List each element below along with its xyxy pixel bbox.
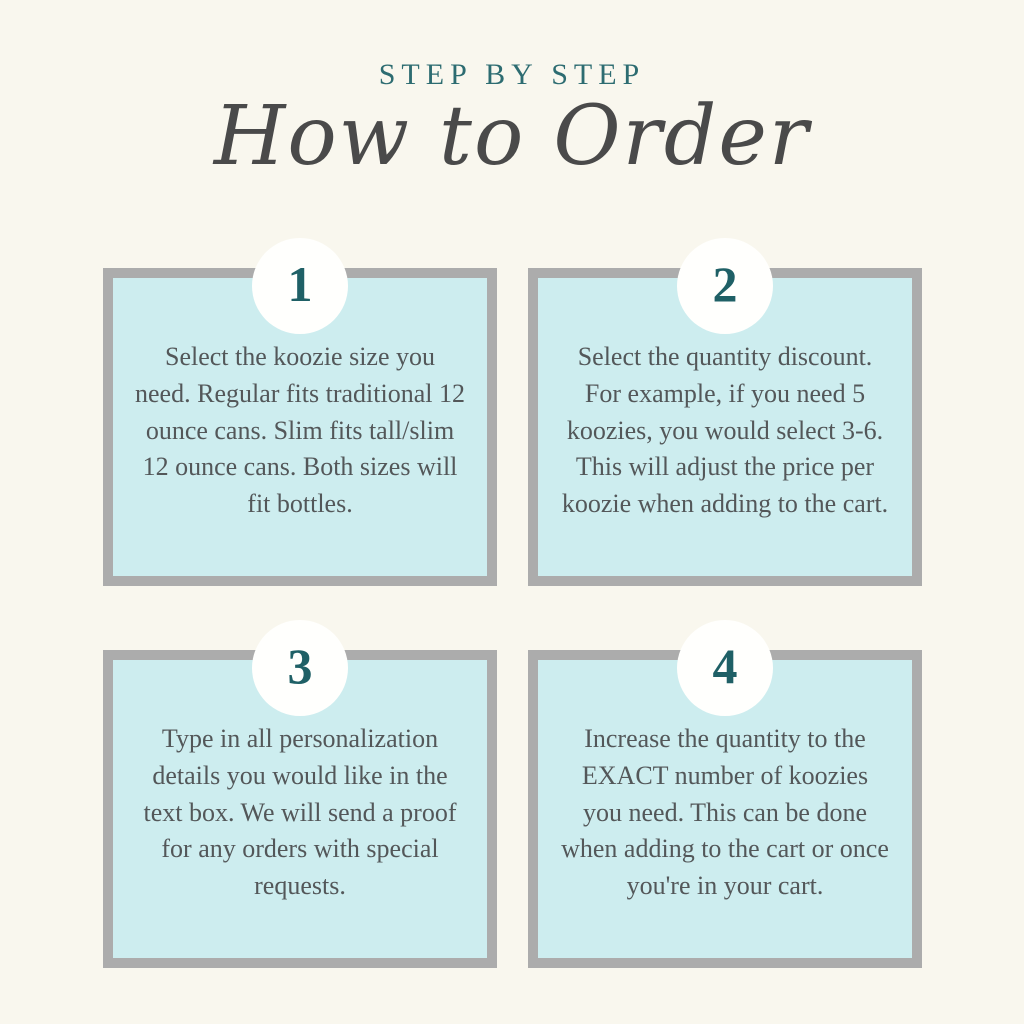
step-text-4: Increase the quantity to the EXACT number of koozies you need. This can be done when adding to the cart or once you're in your cart. [561, 723, 889, 901]
steps-grid [103, 256, 922, 968]
step-card-2 [528, 256, 922, 586]
step-text-1: Select the koozie size you need. Regular fits traditional 12 ounce cans. Slim fits tall/slim 12 ounce cans. Both sizes will fit bottles. [135, 341, 465, 519]
step-number-3: 3 [287, 638, 313, 694]
step-card-3 [103, 638, 497, 968]
step-number-4: 4 [712, 638, 738, 694]
eyebrow-text: STEP BY STEP [378, 58, 646, 91]
step-number-badge-4 [677, 620, 773, 716]
step-number-2: 2 [712, 256, 738, 312]
step-number-badge-1 [252, 238, 348, 334]
page-title: How to Order [213, 89, 811, 184]
step-number-badge-3 [252, 620, 348, 716]
step-number-badge-2 [677, 238, 773, 334]
step-card-4 [528, 638, 922, 968]
step-text-3: Type in all personalization details you would like in the text box. We will send a proof for any orders with special requests. [143, 723, 457, 901]
step-card-1 [103, 256, 497, 586]
step-number-1: 1 [287, 256, 313, 312]
step-text-2: Select the quantity discount. For example, if you need 5 koozies, you would select 3-6. This will adjust the price per koozie when adding to the cart. [561, 341, 889, 519]
